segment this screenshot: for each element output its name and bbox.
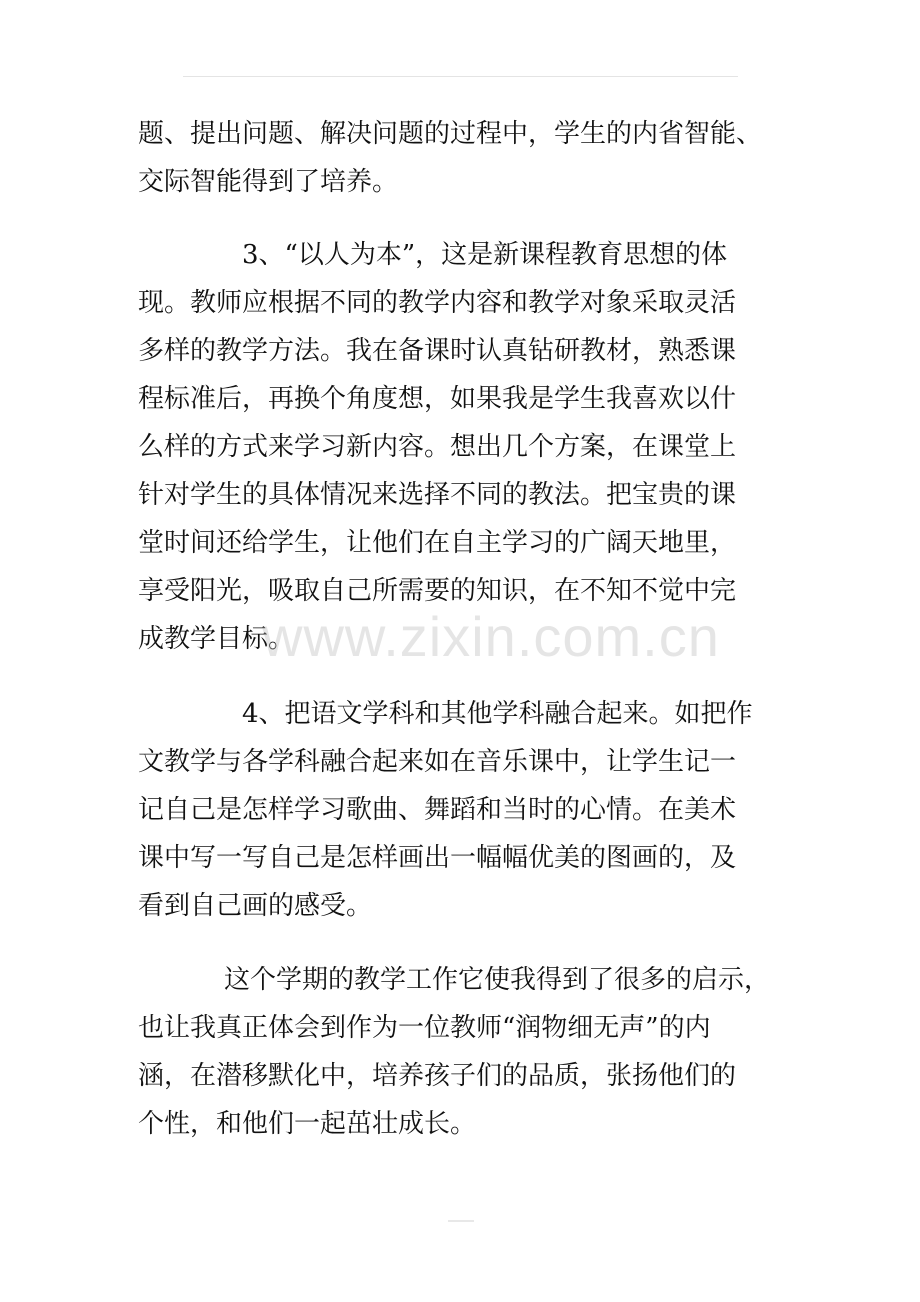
text-line: 交际智能得到了培养。: [138, 167, 399, 197]
text-line: 也让我真正体会到作为一位教师“润物细无声”的内: [138, 1013, 711, 1043]
text-line: 针对学生的具体情况来选择不同的教法。把宝贵的课: [138, 480, 737, 510]
text-line: 4、把语文学科和其他学科融合起来。如把作: [242, 699, 753, 729]
text-line: 看到自己画的感受。: [138, 891, 373, 921]
paragraph-cultivation-result: [138, 110, 798, 206]
text-line: 记自己是怎样学习歌曲、舞蹈和当时的心情。在美术: [138, 795, 737, 825]
paragraph-item-4: [138, 690, 798, 930]
site-watermark: www.zixin.com.cn: [262, 605, 720, 668]
text-line: 这个学期的教学工作它使我得到了很多的启示，: [224, 965, 771, 995]
text-line: 享受阳光，吸取自己所需要的知识，在不知不觉中完: [138, 576, 737, 606]
paragraph-item-3: [138, 231, 798, 663]
text-line: 现。教师应根据不同的教学内容和教学对象采取灵活: [138, 288, 737, 318]
text-line: 3、“以人为本”，这是新课程教育思想的体: [242, 240, 728, 270]
text-line: 个性，和他们一起茁壮成长。: [138, 1109, 477, 1139]
text-line: 题、提出问题、解决问题的过程中，学生的内省智能、: [138, 119, 763, 149]
page-footer-mark: [448, 1220, 474, 1222]
page-header-rule: [183, 76, 738, 77]
text-line: 程标准后，再换个角度想，如果我是学生我喜欢以什: [138, 384, 737, 414]
text-line: 堂时间还给学生，让他们在自主学习的广阔天地里，: [138, 528, 737, 558]
text-line: 课中写一写自己是怎样画出一幅幅优美的图画的，及: [138, 843, 737, 873]
text-line: 么样的方式来学习新内容。想出几个方案，在课堂上: [138, 432, 737, 462]
text-line: 涵，在潜移默化中，培养孩子们的品质，张扬他们的: [138, 1061, 737, 1091]
document-body: [138, 110, 798, 1148]
text-line: 成教学目标。: [138, 624, 295, 654]
paragraph-conclusion: [138, 956, 798, 1148]
text-line: 文教学与各学科融合起来如在音乐课中，让学生记一: [138, 747, 737, 777]
text-line: 多样的教学方法。我在备课时认真钻研教材，熟悉课: [138, 336, 737, 366]
